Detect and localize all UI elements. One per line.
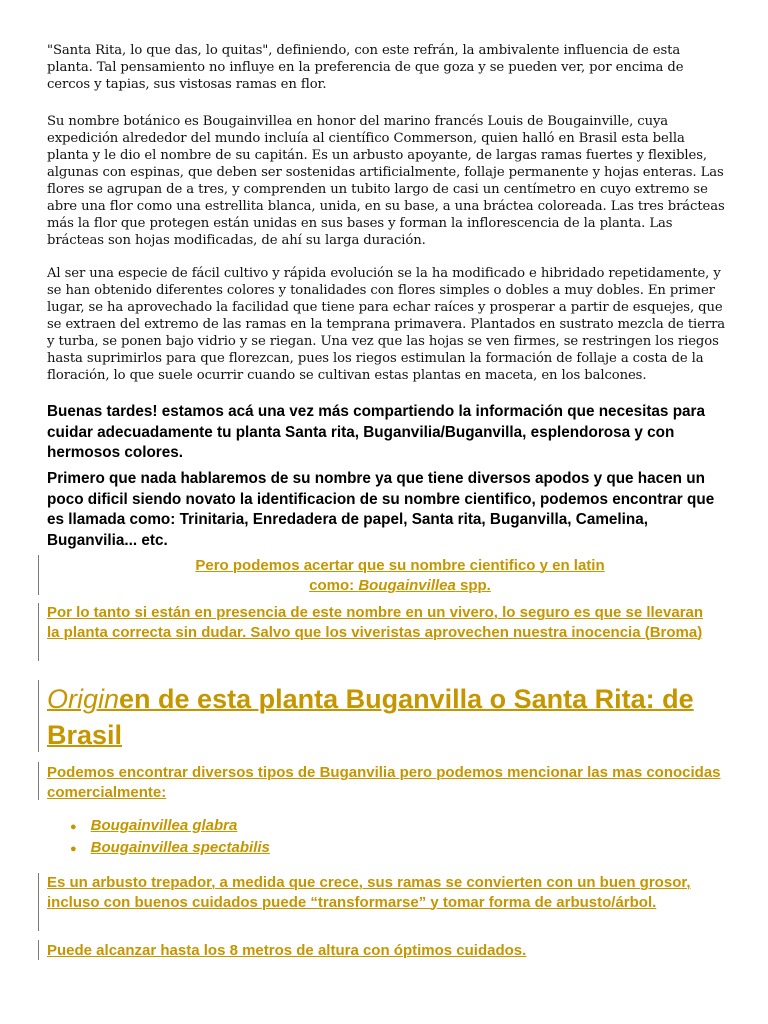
type-name: Bougainvillea spectabilis [90,838,270,856]
nursery-note: Por lo tanto si están en presencia de este nombre en un vivero, lo seguro es que se llevaran la planta correcta sin dudar. Salvo que los viveristas aprovechen nuestra inocencia (Broma) [47,604,704,641]
height-note: Puede alcanzar hasta los 8 metros de altura con óptimos cuidados. [47,942,527,959]
quote-bar [38,873,39,931]
types-intro: Podemos encontrar diversos tipos de Buganvilia pero podemos mencionar las mas conocidas comercialmente: [47,764,721,801]
quote-bar [38,940,39,960]
bullet-icon: ● [70,821,77,833]
quote-bar [38,680,39,752]
list-item [70,816,270,838]
intro-nicknames: Primero que nada hablaremos de su nombre ya que tiene diversos apodos y que hacen un poco dificil siendo novato la identificacion de su nombre cientifico, podemos encontrar que es llamada como: Trinitaria, Enredadera de papel, Santa rita, Buganvilla, Camelina, Buganvilia... etc. [47,470,715,549]
scientific-prefix: como: [309,576,359,594]
paragraph-cultivation: Al ser una especie de fácil cultivo y rápida evolución se la ha modificado e hibridado repetidamente, y se han obtenido diferentes colores y tonalidades con flores simples o dobles a muy dobles. En primer lugar, se ha aprovechado la facilidad que tiene para echar raíces y prosperar a partir de esquejes, que se extraen del extremo de las ramas en la temprana primavera. Plantados en sustrato mezcla de tierra y turba, se ponen bajo vidrio y se riegan. Una vez que las hojas se ven firmes, se restringen los riegos hasta suprimirlos para que florezcan, pues los riegos estimulan la formación de follaje a costa de la floración, lo que suele ocurrir cuando se cultivan estas plantas en maceta, en los balcones. [47,266,726,383]
paragraph-botanical-name: Su nombre botánico es Bougainvillea en honor del marino francés Louis de Bougainville, cuya expedición alrededor del mundo incluía al científico Commerson, quien halló en Brasil esta bella planta y le dio el nombre de su capitán. Es un arbusto apoyante, de largas ramas fuertes y flexibles, algunas con espinas, que deben ser sostenidas artificialmente, follaje permanente y hojas enteras. Las flores se agrupan de a tres, y comprenden un tubito largo de casi un centímetro en cuyo extremo se abre una flor como una estrellita blanca, unida, en su base, a una bráctea coloreada. Las tres brácteas más la flor que protegen están unidas en sus bases y forman la inflorescencia de la planta. Las brácteas son hojas modificadas, de ahí su larga duración. [47,114,725,248]
bullet-icon: ● [70,842,77,855]
scientific-line-2 [140,576,660,596]
scientific-name-note [140,556,660,595]
types-list [70,816,270,859]
quote-bar [38,762,39,800]
quote-bar [38,603,39,661]
intro-greeting: Buenas tardes! estamos acá una vez más compartiendo la información que necesitas para cuidar adecuadamente tu planta Santa rita, Buganvilia/Buganvilla, esplendorosa y con hermosos colores. [47,403,706,461]
scientific-line-1: Pero podemos acertar que su nombre cientifico y en latin [195,557,605,574]
origin-heading-rest: en de esta planta Buganvilla o Santa Rita: de Brasil [47,684,694,750]
growth-note: Es un arbusto trepador, a medida que crece, sus ramas se convierten con un buen grosor, incluso con buenos cuidados puede “transformarse” y tomar forma de arbusto/árbol. [47,874,691,911]
origin-heading-italic: Origin [47,684,120,714]
scientific-genus: Bougainvillea [358,576,456,594]
origin-heading [47,681,737,753]
scientific-suffix: spp. [455,576,491,594]
type-name: Bougainvillea glabra [90,817,238,834]
list-item [70,838,270,860]
paragraph-santa-rita-saying: "Santa Rita, lo que das, lo quitas", definiendo, con este refrán, la ambivalente influencia de esta planta. Tal pensamiento no influye en la preferencia de que goza y se pueden ver, por encima de cercos y tapias, sus vistosas ramas en flor. [47,43,684,92]
quote-bar [38,555,39,595]
